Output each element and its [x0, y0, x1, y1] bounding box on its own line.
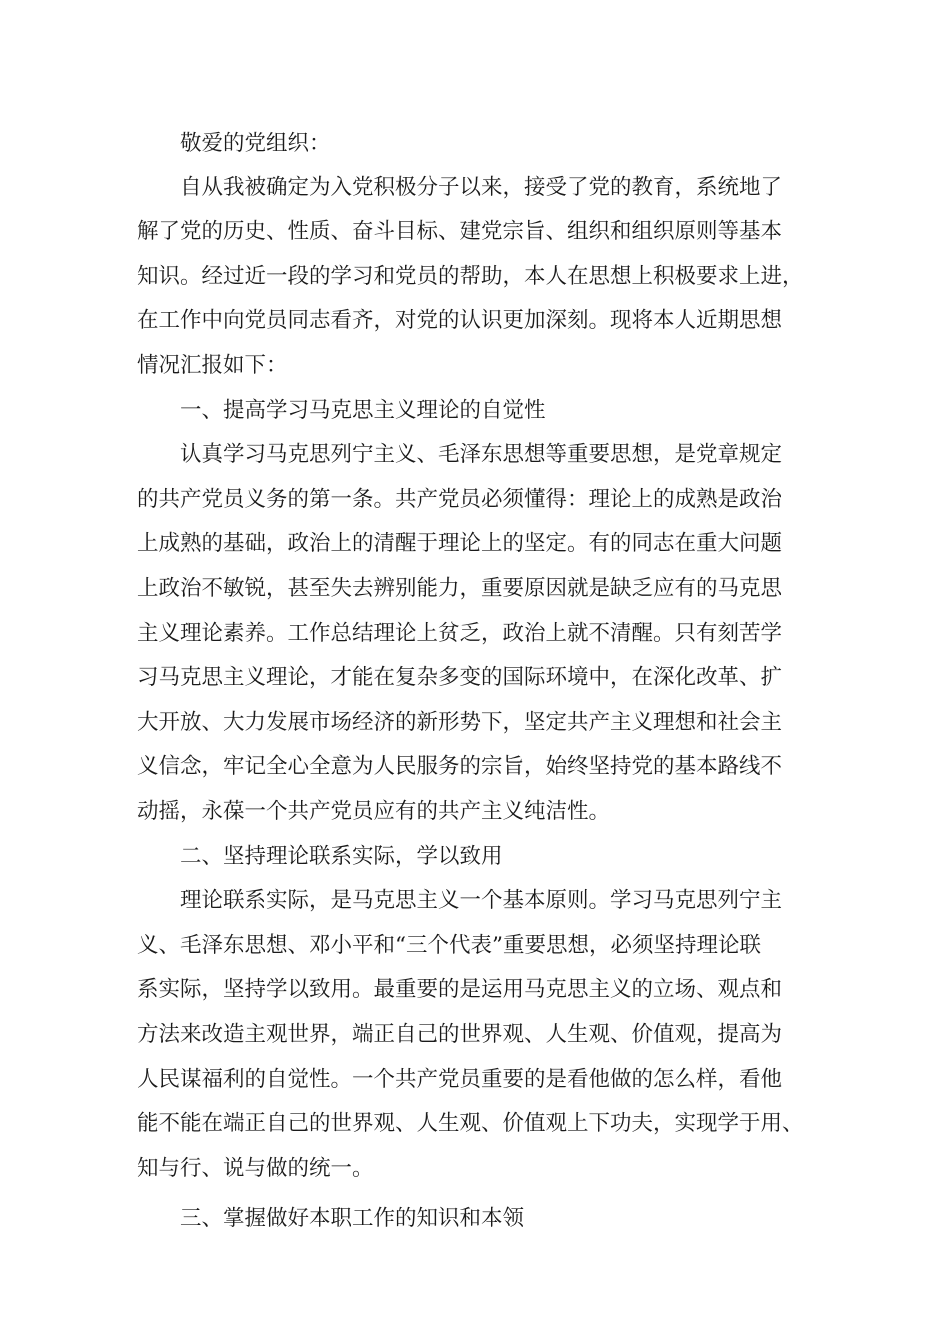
section-1-line: 习马克思主义理论，才能在复杂多变的国际环境中，在深化改革、扩: [137, 665, 783, 690]
paragraph-intro-line: 自从我被确定为入党积极分子以来，接受了党的教育，系统地了: [180, 175, 783, 200]
section-1-line: 义信念，牢记全心全意为人民服务的宗旨，始终坚持党的基本路线不: [137, 754, 783, 779]
section-heading-2: 二、坚持理论联系实际，学以致用: [180, 844, 503, 869]
section-1-line: 主义理论素养。工作总结理论上贫乏，政治上就不清醒。只有刻苦学: [137, 621, 783, 646]
section-1-line: 认真学习马克思列宁主义、毛泽东思想等重要思想，是党章规定: [180, 442, 783, 467]
section-2-line: 方法来改造主观世界，端正自己的世界观、人生观、价值观，提高为: [137, 1022, 783, 1047]
paragraph-intro-line: 知识。经过近一段的学习和党员的帮助，本人在思想上积极要求上进，: [137, 264, 804, 289]
section-heading-3: 三、掌握做好本职工作的知识和本领: [180, 1206, 525, 1231]
section-2-line: 能不能在端正自己的世界观、人生观、价值观上下功夫，实现学于用、: [137, 1111, 804, 1136]
section-2-line: 系实际，坚持学以致用。最重要的是运用马克思主义的立场、观点和: [137, 977, 783, 1002]
section-1-line: 动摇，永葆一个共产党员应有的共产主义纯洁性。: [137, 799, 611, 824]
section-1-line: 大开放、大力发展市场经济的新形势下，坚定共产主义理想和社会主: [137, 710, 783, 735]
section-1-line: 上成熟的基础，政治上的清醒于理论上的坚定。有的同志在重大问题: [137, 531, 783, 556]
paragraph-intro-line: 解了党的历史、性质、奋斗目标、建党宗旨、组织和组织原则等基本: [137, 219, 783, 244]
section-1-line: 上政治不敏锐，甚至失去辨别能力，重要原因就是缺乏应有的马克思: [137, 576, 783, 601]
section-1-line: 的共产党员义务的第一条。共产党员必须懂得：理论上的成熟是政治: [137, 487, 783, 512]
section-2-line: 知与行、说与做的统一。: [137, 1156, 374, 1181]
section-2-line: 义、毛泽东思想、邓小平和“三个代表”重要思想，必须坚持理论联: [137, 933, 761, 958]
paragraph-intro-line: 在工作中向党员同志看齐，对党的认识更加深刻。现将本人近期思想: [137, 308, 783, 333]
paragraph-intro-line: 情况汇报如下：: [137, 353, 288, 378]
section-2-line: 人民谋福利的自觉性。一个共产党员重要的是看他做的怎么样，看他: [137, 1067, 783, 1092]
section-heading-1: 一、提高学习马克思主义理论的自觉性: [180, 398, 546, 423]
salutation: 敬爱的党组织：: [180, 131, 331, 156]
section-2-line: 理论联系实际，是马克思主义一个基本原则。学习马克思列宁主: [180, 888, 783, 913]
